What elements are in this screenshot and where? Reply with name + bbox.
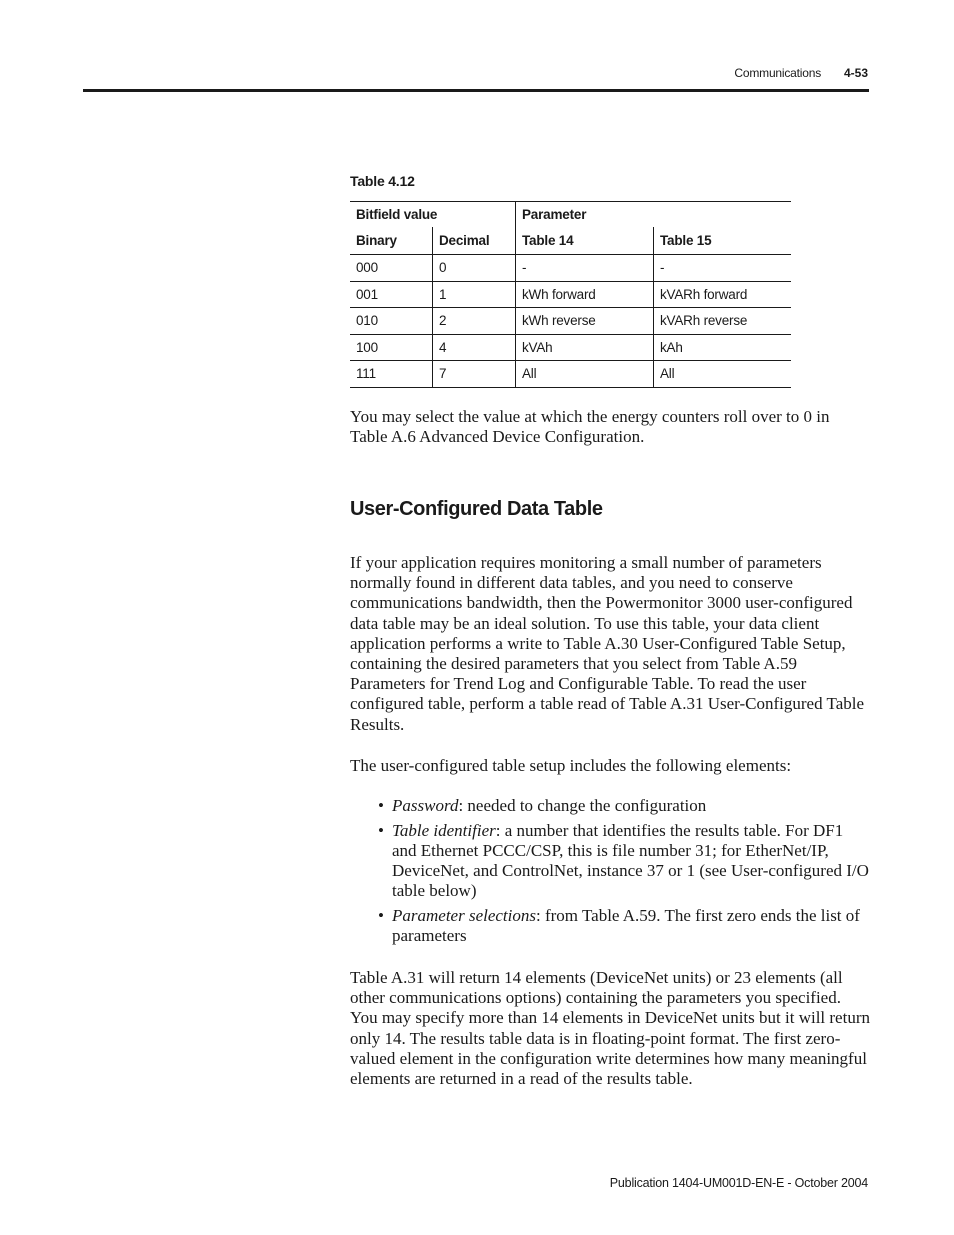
cell-table-15: - <box>654 255 792 282</box>
group-header-bitfield: Bitfield value <box>350 202 516 228</box>
list-item-text: : from Table A.59. The first zero ends the list of parameters <box>392 906 860 946</box>
intro-paragraph: If your application requires monitoring a small number of parameters normally found in different data tables, and you need to conserve communications bandwidth, then the Powermonitor 3000 user-configured data table may be an ideal solution. To use this table, your data client application performs a write to Table A.30 User-Configured Table Setup, containing the desired parameters that you select from Table A.59 Parameters for Trend Log and Configurable Table. To read the user configured table, perform a table read of Table A.31 User-Configured Table Results. <box>350 553 865 734</box>
header-rule <box>83 89 869 92</box>
table-group-header-row <box>350 202 791 228</box>
rollover-paragraph: You may select the value at which the energy counters roll over to 0 in Table A.6 Advanced Device Configuration. <box>350 407 830 447</box>
column-header-binary: Binary <box>350 227 433 255</box>
cell-table-15: kVARh forward <box>654 281 792 308</box>
section-heading: User-Configured Data Table <box>350 498 603 520</box>
cell-table-15: kAh <box>654 334 792 361</box>
cell-table-14: kWh forward <box>516 281 654 308</box>
cell-binary: 010 <box>350 308 433 335</box>
list-item-text: : a number that identifies the results table. For DF1 and Ethernet PCCC/CSP, this is file number 31; for EtherNet/IP, DeviceNet, and ControlNet, instance 37 or 1 (see User-configured I/O table below) <box>392 820 869 901</box>
elements-intro-paragraph: The user-configured table setup includes the following elements: <box>350 756 792 775</box>
cell-decimal: 4 <box>433 334 516 361</box>
bullet-glyph: • <box>378 796 384 815</box>
cell-binary: 000 <box>350 255 433 282</box>
cell-binary: 100 <box>350 334 433 361</box>
list-item-term: Table identifier <box>392 820 496 840</box>
cell-table-14: - <box>516 255 654 282</box>
list-item-password <box>378 796 870 816</box>
column-header-decimal: Decimal <box>433 227 516 255</box>
list-item-text: : needed to change the configuration <box>458 796 707 815</box>
table-column-header-row <box>350 227 791 255</box>
list-item-table-identifier <box>378 821 870 902</box>
table-caption: Table 4.12 <box>350 173 415 189</box>
table-row <box>350 361 791 388</box>
cell-binary: 111 <box>350 361 433 388</box>
header-page-number: 4-53 <box>843 66 868 80</box>
table-row <box>350 281 791 308</box>
table-row <box>350 308 791 335</box>
column-header-table-14: Table 14 <box>516 227 654 255</box>
list-item-parameter-selections <box>378 906 870 946</box>
cell-decimal: 0 <box>433 255 516 282</box>
bitfield-table <box>350 201 791 388</box>
results-paragraph: Table A.31 will return 14 elements (DeviceNet units) or 23 elements (all other communications options) containing the parameters you specified. You may specify more than 14 elements in DeviceNet units but it will return only 14. The results table data is in floating-point format. The first zero-valued element in the configuration write determines how many meaningful elements are returned in a read of the results table. <box>350 968 870 1089</box>
cell-table-15: All <box>654 361 792 388</box>
list-item-term: Password <box>392 796 459 815</box>
bullet-glyph: • <box>378 820 384 840</box>
elements-list <box>378 796 870 951</box>
cell-table-14: kVAh <box>516 334 654 361</box>
cell-binary: 001 <box>350 281 433 308</box>
cell-table-14: All <box>516 361 654 388</box>
table-row <box>350 334 791 361</box>
table-row <box>350 255 791 282</box>
cell-decimal: 1 <box>433 281 516 308</box>
cell-table-14: kWh reverse <box>516 308 654 335</box>
cell-table-15: kVARh reverse <box>654 308 792 335</box>
publication-footer: Publication 1404-UM001D-EN-E - October 2004 <box>609 1176 868 1190</box>
cell-decimal: 2 <box>433 308 516 335</box>
list-item-term: Parameter selections <box>392 906 536 926</box>
cell-decimal: 7 <box>433 361 516 388</box>
header-section-title: Communications <box>734 66 821 80</box>
column-header-table-15: Table 15 <box>654 227 792 255</box>
bullet-glyph: • <box>378 906 384 926</box>
group-header-parameter: Parameter <box>516 202 792 228</box>
